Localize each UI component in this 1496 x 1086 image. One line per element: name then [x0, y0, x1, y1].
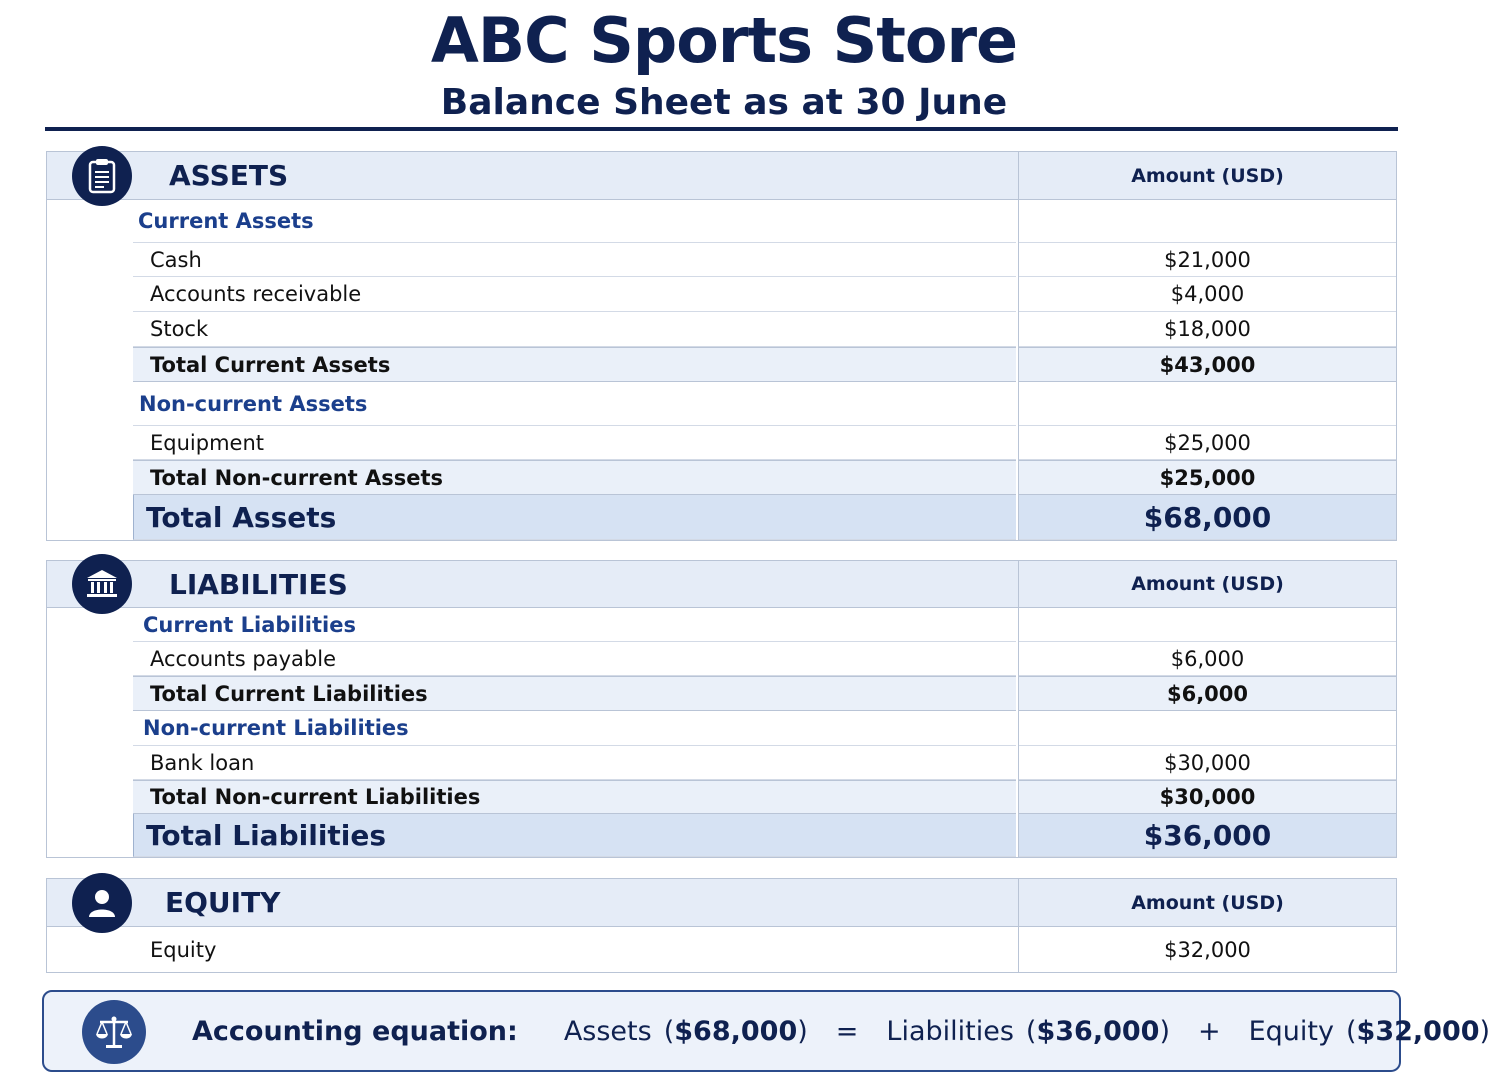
total-current-assets-row — [47, 347, 1396, 382]
equation-equals: = — [835, 1015, 859, 1047]
total-liabilities-label: Total Liabilities — [146, 818, 387, 852]
equation-liabilities-label: Liabilities — [886, 1015, 1014, 1047]
total-liabilities-row — [47, 814, 1396, 857]
total-current-liabilities-row — [47, 676, 1396, 711]
assets-header-row — [47, 152, 1396, 200]
equation-assets-value: $68,000 — [674, 1015, 798, 1047]
total-noncurrent-assets-row — [47, 460, 1396, 495]
current-assets-heading-row — [47, 200, 1396, 243]
liabilities-section — [46, 560, 1397, 858]
row-label-stock: Stock — [150, 317, 209, 341]
total-noncurrent-liabilities-row — [47, 780, 1396, 814]
current-liabilities-heading: Current Liabilities — [143, 612, 356, 637]
assets-title: ASSETS — [169, 159, 289, 192]
table-row — [47, 927, 1396, 972]
row-label-accounts-receivable: Accounts receivable — [150, 282, 362, 306]
row-label-equity: Equity — [150, 937, 217, 962]
total-noncurrent-liabilities-label: Total Non-current Liabilities — [150, 785, 481, 809]
liabilities-amount-header: Amount (USD) — [1131, 573, 1284, 595]
total-noncurrent-liabilities-amount: $30,000 — [1159, 785, 1256, 809]
liabilities-header-row — [47, 561, 1396, 608]
total-noncurrent-assets-amount: $25,000 — [1159, 465, 1256, 490]
row-label-cash: Cash — [150, 247, 202, 272]
total-current-assets-amount: $43,000 — [1159, 352, 1256, 377]
equation-assets-label: Assets — [563, 1015, 652, 1047]
liabilities-title: LIABILITIES — [169, 568, 348, 601]
total-current-liabilities-amount: $6,000 — [1166, 681, 1249, 706]
equation-liabilities-value: $36,000 — [1036, 1015, 1160, 1047]
assets-section — [46, 151, 1397, 541]
person-icon — [72, 873, 132, 933]
total-noncurrent-assets-label: Total Non-current Assets — [150, 465, 444, 490]
row-amount-cash: $21,000 — [1164, 247, 1251, 272]
row-amount-stock: $18,000 — [1164, 317, 1251, 341]
total-assets-amount: $68,000 — [1143, 500, 1272, 534]
page-subtitle: Balance Sheet as at 30 June — [440, 82, 1008, 123]
title-rule — [45, 127, 1398, 131]
equity-section — [46, 878, 1397, 973]
noncurrent-assets-heading: Non-current Assets — [139, 391, 368, 416]
total-liabilities-amount: $36,000 — [1143, 818, 1272, 852]
row-label-equipment: Equipment — [150, 430, 264, 455]
equity-amount-header: Amount (USD) — [1131, 892, 1284, 914]
equation-label: Accounting equation: — [192, 1015, 518, 1047]
total-current-assets-label: Total Current Assets — [150, 352, 391, 377]
row-amount-accounts-receivable: $4,000 — [1170, 282, 1245, 306]
row-label-bank-loan: Bank loan — [150, 750, 255, 775]
current-assets-heading: Current Assets — [138, 209, 314, 233]
table-row — [47, 243, 1396, 277]
total-assets-label: Total Assets — [146, 500, 337, 534]
assets-amount-header: Amount (USD) — [1131, 165, 1284, 187]
row-label-accounts-payable: Accounts payable — [150, 646, 336, 671]
row-amount-equity: $32,000 — [1164, 937, 1251, 962]
noncurrent-liabilities-heading: Non-current Liabilities — [143, 716, 409, 740]
equation-equity-value: $32,000 — [1356, 1015, 1480, 1047]
equation-equity-label: Equity — [1248, 1015, 1334, 1047]
noncurrent-assets-heading-row — [47, 382, 1396, 426]
table-row — [47, 642, 1396, 676]
row-amount-equipment: $25,000 — [1164, 430, 1251, 455]
clipboard-icon — [72, 146, 132, 206]
equation-text: Accounting equation: Assets ($68,000) = Liabilities ($36,000) + Equity ($32,000) — [192, 1015, 1491, 1047]
equation-plus: + — [1197, 1015, 1221, 1047]
table-row — [47, 746, 1396, 780]
accounting-equation-box — [42, 990, 1491, 1072]
page-title: ABC Sports Store — [430, 4, 1018, 77]
total-assets-row — [47, 495, 1396, 540]
current-liabilities-heading-row — [47, 608, 1396, 642]
table-row — [47, 312, 1396, 347]
scales-icon — [82, 1000, 146, 1064]
row-amount-bank-loan: $30,000 — [1164, 750, 1251, 775]
equity-header-row — [47, 879, 1396, 927]
table-row — [47, 277, 1396, 312]
noncurrent-liabilities-heading-row — [47, 711, 1396, 746]
total-current-liabilities-label: Total Current Liabilities — [150, 681, 428, 706]
table-row — [47, 426, 1396, 460]
row-amount-accounts-payable: $6,000 — [1170, 646, 1245, 671]
equity-title: EQUITY — [165, 886, 281, 919]
bank-icon — [72, 554, 132, 614]
